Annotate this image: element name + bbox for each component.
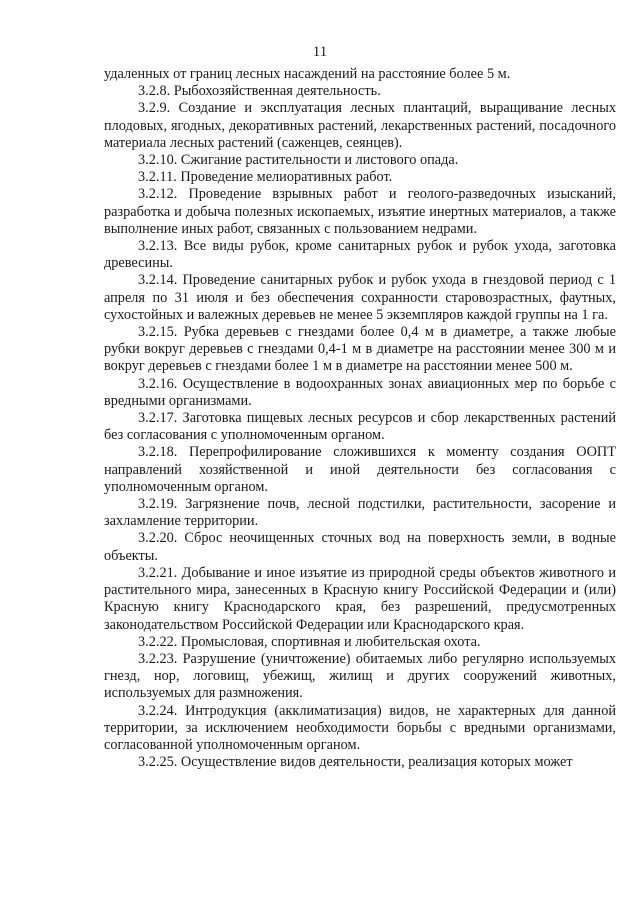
paragraph-3-2-12: 3.2.12. Проведение взрывных работ и геолого-разведочных изысканий, разработка и добыча полезных ископаемых, изъятие инертных материалов, а также выполнение иных работ, связанных с пользованием недрами.: [104, 186, 616, 237]
paragraph-3-2-21: 3.2.21. Добывание и иное изъятие из природной среды объектов животного и растительного мира, занесенных в Красную книгу Российской Федерации и (или) Красную книгу Краснодарского края, без разрешений, предусмотренных законодательством Российской Федерации или Краснодарского края.: [104, 564, 616, 633]
paragraph-3-2-17: 3.2.17. Заготовка пищевых лесных ресурсов и сбор лекарственных растений без согласования с уполномоченным органом.: [104, 410, 616, 444]
page-number: 11: [312, 44, 328, 60]
paragraph-3-2-11: 3.2.11. Проведение мелиоративных работ.: [138, 169, 393, 186]
paragraph-3-2-24: 3.2.24. Интродукция (акклиматизация) видов, не характерных для данной территории, за исключением необходимости борьбы с вредными организмами, согласованной уполномоченным органом.: [104, 702, 616, 753]
paragraph-3-2-20: 3.2.20. Сброс неочищенных сточных вод на поверхность земли, в водные объекты.: [104, 530, 616, 564]
paragraph-3-2-9: 3.2.9. Создание и эксплуатация лесных плантаций, выращивание лесных плодовых, ягодных, декоративных растений, лекарственных растений, посадочного материала лесных растений (саженцев, сеянцев).: [104, 100, 616, 151]
document-body: [104, 66, 616, 771]
paragraph-3-2-15: 3.2.15. Рубка деревьев с гнездами более 0,4 м в диаметре, а также любые рубки вокруг деревьев с гнездами 0,4-1 м в диаметре на расстоянии менее 300 м и вокруг деревьев с гнездами более 1 м в диаметре на расстоянии менее 500 м.: [104, 324, 616, 375]
paragraph-3-2-22: 3.2.22. Промысловая, спортивная и любительская охота.: [138, 633, 481, 650]
paragraph-3-2-16: 3.2.16. Осуществление в водоохранных зонах авиационных мер по борьбе с вредными организмами.: [104, 375, 616, 409]
paragraph-3-2-13: 3.2.13. Все виды рубок, кроме санитарных рубок и рубок ухода, заготовка древесины.: [104, 238, 616, 272]
paragraph-3-2-19: 3.2.19. Загрязнение почв, лесной подстилки, растительности, засорение и захламление территории.: [104, 496, 616, 530]
paragraph-continuation: удаленных от границ лесных насаждений на расстояние более 5 м.: [104, 66, 511, 82]
paragraph-3-2-23: 3.2.23. Разрушение (уничтожение) обитаемых либо регулярно используемых гнезд, нор, логовищ, убежищ, жилищ и других сооружений животных, используемых для размножения.: [104, 650, 616, 702]
paragraph-3-2-14: 3.2.14. Проведение санитарных рубок и рубок ухода в гнездовой период с 1 апреля по 31 июля и без обеспечения сохранности старовозрастных, фаутных, сухостойных и валежных деревьев не менее 5 экземпляров каждой группы на 1 га.: [104, 272, 616, 323]
paragraph-3-2-10: 3.2.10. Сжигание растительности и листового опада.: [138, 152, 459, 169]
paragraph-3-2-8: 3.2.8. Рыбохозяйственная деятельность.: [138, 83, 381, 100]
paragraph-3-2-25: 3.2.25. Осуществление видов деятельности, реализация которых может: [138, 754, 573, 771]
paragraph-3-2-18: 3.2.18. Перепрофилирование сложившихся к моменту создания ООПТ направлений хозяйственной и иной деятельности без согласования с уполномоченным органом.: [104, 444, 616, 495]
